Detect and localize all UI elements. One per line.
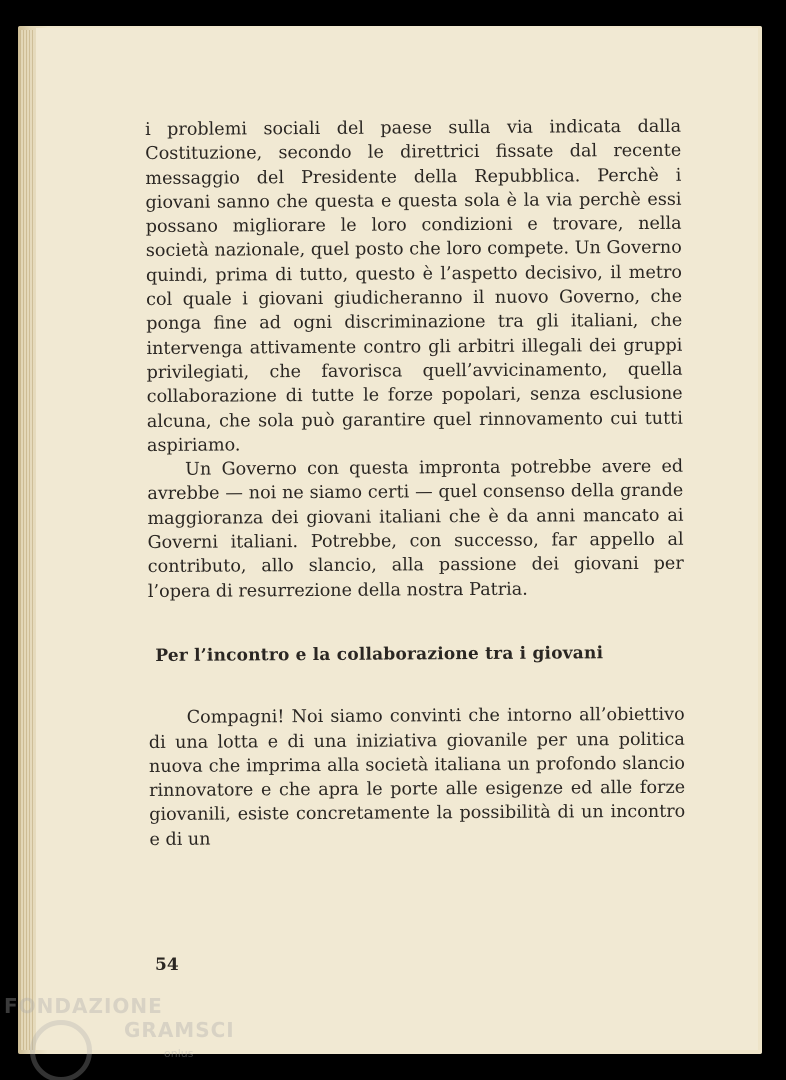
watermark-sub: onlus xyxy=(164,1047,194,1060)
paragraph-compagni: Compagni! Noi siamo convinti che intorno all’obiettivo di una lotta e di una iniziativa giovanile per una politica nuova che imprima alla società italiana un profondo slancio rinnovatore e che apra le porte alle esigenze ed alle forze giovanili, esiste concretamente la possibilità di un incontro e di un xyxy=(148,704,686,850)
page-stack-edges xyxy=(20,30,34,1050)
paragraph-continued: i problemi sociali del paese sulla via indicata dalla Costituzione, secondo le direttrici fissate dal recente messaggio del Presidente della Repubblica. Perchè i giovani sanno che questa e questa sola è la via perchè essi possano migliorare le loro condizioni e trovare, nella società nazionale, quel posto che loro compete. Un Governo quindi, prima di tutto, questo è l’aspetto decisivo, il metro col quale i giovani giudicheranno il nuovo Governo, che ponga fine ad ogni discriminazione tra gli italiani, che intervenga attivamente contro gli arbitri illegali dei gruppi privilegiati, che favorisca quell’avvicinamento, quella collaborazione di tutte le forze popolari, senza esclusione alcuna, che sola può garantire quel rinnovamento cui tutti aspiriamo. xyxy=(145,116,683,456)
paragraph-governo: Un Governo con questa impronta potrebbe avere ed avrebbe — noi ne siamo certi — quel consenso della grande maggioranza dei giovani italiani che è da anni mancato ai Governi italiani. Potrebbe, con successo, far appello al contributo, allo slancio, alla passione dei giovani per l’opera di resurrezione della nostra Patria. xyxy=(147,456,684,602)
section-heading: Per l’incontro e la collaborazione tra i giovani xyxy=(155,643,604,666)
page-number: 54 xyxy=(155,955,179,975)
body-text xyxy=(145,115,685,852)
watermark-line2: GRAMSCI xyxy=(124,1018,235,1042)
watermark-line1: FONDAZIONE xyxy=(4,994,163,1018)
watermark xyxy=(4,994,235,1066)
